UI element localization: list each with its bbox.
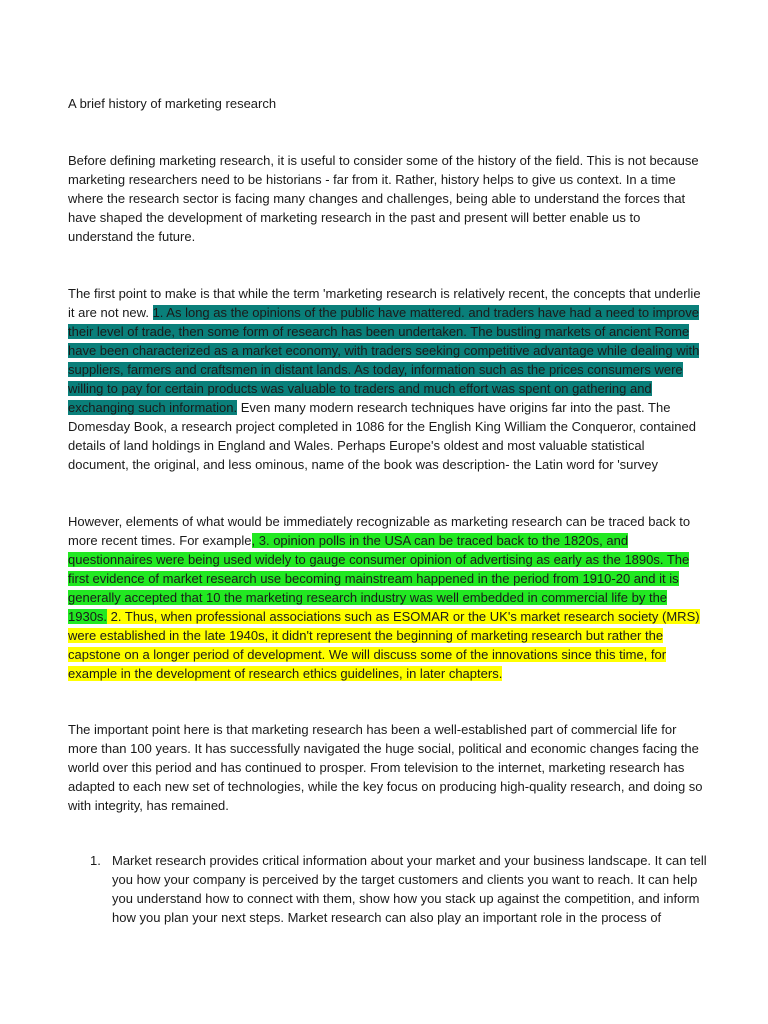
paragraph-2 [68,284,708,474]
list-item [92,851,708,927]
list-item-number: 1. [90,853,101,868]
list-item-text: Market research provides critical information about your market and your business landscape. It can tell you how your company is perceived by the target customers and clients you want to reach. It can help you understand how to connect with them, show how you stack up against the competition, and inform how you plan your next steps. Market research can also play an important role in the process of [112,853,707,925]
paragraph-3-lead: However, elements of what would be immediately recognizable as marketing research can be traced back to more recent times. For example [68,514,691,548]
paragraph-1: Before defining marketing research, it is useful to consider some of the history of the field. This is not because marketing researchers need to be historians - far from it. Rather, history helps to give us context. In a time where the research sector is facing many changes and challenges, being able to understand the forces that have shaped the development of marketing research in the past and present will better enable us to understand the future. [68,153,699,244]
paragraph-4: The important point here is that marketing research has been a well-established part of commercial life for more than 100 years. It has successfully navigated the huge social, political and economic changes facing the world over this period and has continued to prosper. From television to the internet, marketing research has adapted to each new set of technologies, while the key focus on producing high-quality research, and doing so with integrity, has remained. [68,722,703,813]
highlight-yellow: 2. Thus, when professional associations such as ESOMAR or the UK's market research society (MRS) were established in the late 1940s, it didn't represent the beginning of marketing research but rather the capstone on a longer period of development. We will discuss some of the innovations since this time, for example in the development of research ethics guidelines, in later chapters. [68,609,700,681]
numbered-list [92,851,708,927]
document-title: A brief history of marketing research [68,96,277,111]
highlight-teal: 1. As long as the opinions of the public have mattered. and traders have had a need to improve their level of trade, then some form of research has been undertaken. The bustling markets of ancient Rome have been characterized as a market economy, with traders seeking competitive advantage while dealing with suppliers, farmers and craftsmen in distant lands. As today, information such as the prices consumers were willing to pay for certain products was valuable to traders and much effort was spent on gathering and exchanging such information. [68,305,700,415]
highlight-green: , 3. opinion polls in the USA can be traced back to the 1820s, and questionnaires were being used widely to gauge consumer opinion of advertising as early as the 1890s. The first evidence of market research use becoming mainstream happened in the period from 1910-20 and it is generally accepted that 10 the marketing research industry was well embedded in commercial life by the 1930s. [68,533,690,624]
paragraph-2-lead: The first point to make is that while the term 'marketing research is relatively recent, the concepts that underlie it are not new. [68,286,701,320]
paragraph-2-tail: Even many modern research techniques have origins far into the past. The Domesday Book, a research project completed in 1086 for the English King William the Conqueror, contained details of land holdings in England and Wales. Perhaps Europe's oldest and most valuable statistical document, the original, and less ominous, name of the book was description- the Latin word for 'survey [68,400,696,472]
paragraph-3 [68,512,708,683]
